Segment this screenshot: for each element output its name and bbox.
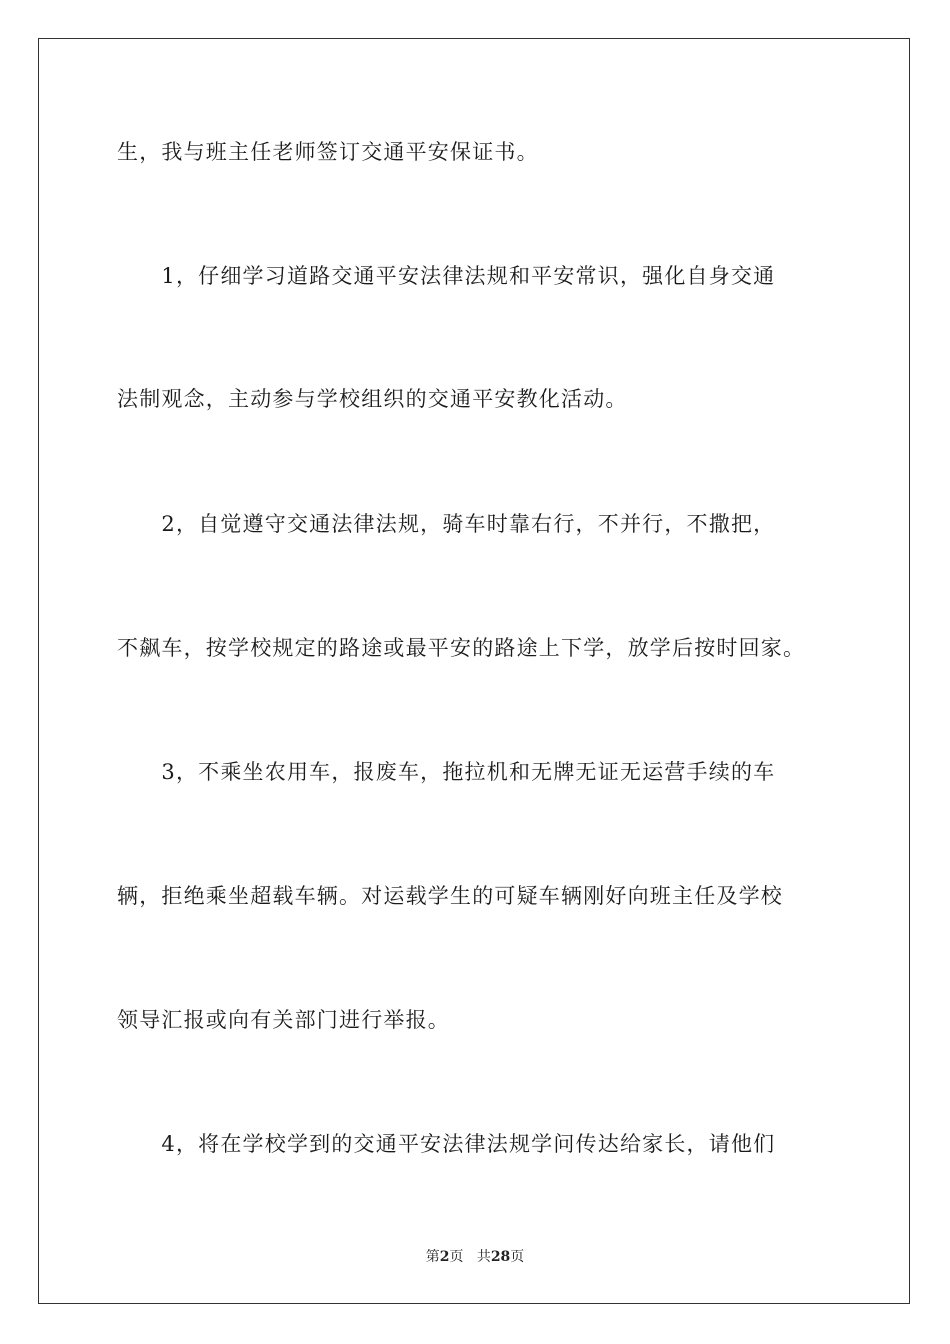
page-border	[38, 38, 910, 1304]
text-line-2: 1，仔细学习道路交通平安法律法规和平安常识，强化自身交通	[117, 264, 776, 288]
text-line-8: 领导汇报或向有关部门进行举报。	[117, 1008, 450, 1032]
text-line-1: 生，我与班主任老师签订交通平安保证书。	[117, 140, 539, 164]
footer-page-number: 2	[439, 1249, 450, 1265]
footer-page-prefix: 第	[425, 1249, 440, 1265]
footer-total-suffix: 页	[510, 1249, 525, 1265]
page-footer	[0, 1246, 950, 1266]
footer-total-pages: 28	[490, 1249, 511, 1265]
text-line-4: 2，自觉遵守交通法律法规，骑车时靠右行，不并行，不撒把，	[117, 512, 776, 536]
text-line-9: 4，将在学校学到的交通平安法律法规学问传达给家长，请他们	[117, 1132, 776, 1156]
footer-total-prefix: 共	[476, 1249, 491, 1265]
text-line-5: 不飙车，按学校规定的路途或最平安的路途上下学，放学后按时回家。	[117, 636, 806, 660]
text-line-3: 法制观念，主动参与学校组织的交通平安教化活动。	[117, 387, 628, 411]
text-line-7: 辆，拒绝乘坐超载车辆。对运载学生的可疑车辆刚好向班主任及学校	[117, 884, 783, 908]
text-line-6: 3，不乘坐农用车，报废车，拖拉机和无牌无证无运营手续的车	[117, 760, 776, 784]
footer-page-suffix: 页	[449, 1249, 464, 1265]
